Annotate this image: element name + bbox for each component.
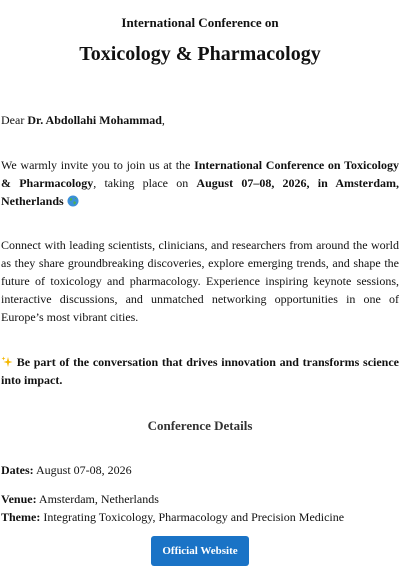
greeting xyxy=(1,111,399,129)
button-container xyxy=(0,536,400,566)
conference-title: Toxicology & Pharmacology xyxy=(79,43,321,65)
description-paragraph: Connect with leading scientists, clinicians, and researchers from around the world as they share groundbreaking discoveries, explore emerging trends, and shape the future of toxicology and pharmacology. Experience inspiring keynote sessions, interactive discussions, and unmatched networking opportunities in one of Europe’s most vibrant cities. xyxy=(1,238,399,324)
cta-text: Be part of the conversation that drives innovation and transforms science into impact. xyxy=(1,355,400,387)
details-venue xyxy=(1,490,399,508)
invite-text-1: We warmly invite you to join us at the xyxy=(1,158,195,172)
theme-label: Theme: xyxy=(1,510,41,524)
greeting-suffix: , xyxy=(161,113,165,127)
details-heading: Conference Details xyxy=(147,418,253,433)
call-to-action xyxy=(1,353,399,389)
recipient-name: Dr. Abdollahi Mohammad xyxy=(27,113,162,127)
invitation-paragraph xyxy=(1,156,399,210)
invite-date-place: August 07–08, 2026, in Amsterdam, Netherlands xyxy=(1,176,399,208)
theme-value: Integrating Toxicology, Pharmacology and Precision Medicine xyxy=(40,510,345,524)
venue-value: Amsterdam, Netherlands xyxy=(36,492,159,506)
invite-text-2: , taking place on xyxy=(93,176,197,190)
conference-label: International Conference on xyxy=(121,15,279,30)
globe-icon xyxy=(67,195,79,207)
dates-label: Dates: xyxy=(1,463,34,477)
venue-label: Venue: xyxy=(1,492,37,506)
dates-value: August 07-08, 2026 xyxy=(33,463,132,477)
greeting-prefix: Dear xyxy=(1,113,28,127)
details-theme xyxy=(1,508,399,526)
details-dates xyxy=(1,461,399,479)
official-website-button[interactable]: Official Website xyxy=(151,536,248,566)
invite-conference-name: International Conference on Toxicology & Pharmacology xyxy=(1,158,399,190)
sparkles-icon xyxy=(1,356,13,368)
